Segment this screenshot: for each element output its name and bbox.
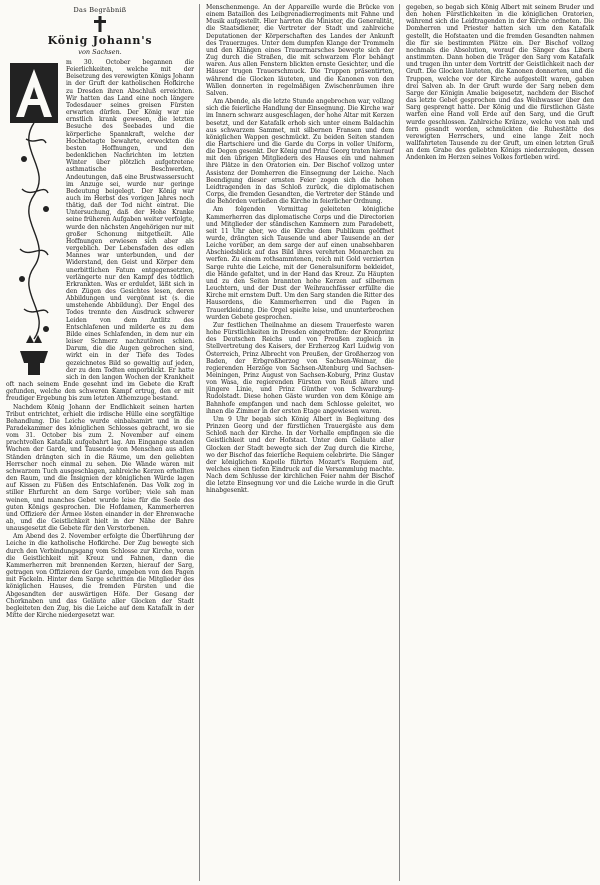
paragraph: Zur festlichen Theilnahme an diesem Trauerfeste waren hohe Fürstlichkeiten in Dresden eingetroffen: der Kronprinz des Deutschen Reichs und von Preußen zugleich in Stellvertretung des Kaisers, der Erzherzog Karl Ludwig von Österreich, Prinz Albrecht von Preußen, der Großherzog von Baden, der Erbgroßherzog von Sachsen-Weimar, die regierenden Herzöge von Sachsen-Altenburg und Sachsen-Meiningen, Prinz August von Sachsen-Koburg, Prinz Gustav von Wasa, die regierenden Fürsten von Reuß ältere und jüngere Linie, und Prinz Günther von Schwarzburg-Rudolstadt. Diese hohen Gäste wurden von dem Könige am Bahnhofe empfangen und nach dem Schlosse geleitet, wo ihnen die Zimmer in der ersten Etage angewiesen waren. (206, 321, 394, 415)
article-heading (6, 6, 194, 56)
article-kicker: Das Begräbniß (73, 6, 127, 14)
article-subtitle: von Sachsen. (78, 48, 122, 56)
column-2 (206, 4, 400, 881)
paragraph: Am folgenden Vormittag geleiteten königliche Kammerherren das diplomatische Corps und die Directorien und Mitglieder der ständischen Kammern zum Paradebett, seit 11 Uhr aber, wo die Kirche dem Publikum geöffnet wurde, drängten sich Tausende und aber Tausende an der Leiche vorüber, an dem sarge der auf einen unabsehbaren Abschiedsblick auf das Bild ihres verehrten Monarchen zu werfen. Zu einem rothsammtenen, reich mit Gold verzierten Sarge ruhte die Leiche, mit der Generalsuniform bekleidet, die Hände gefaltet, und in der Hand das Kreuz. Zu Häupten und zu den Seiten brannten hohe Kerzen auf silbernen Leuchtern, und der Dust der Weihrauchfässer erfüllte die Kirche mit ernstem Duft. Um den Sarg standen die Ritter des Hausordens, die Kammerherren und die Pagen in Trauerkleidung. Die Orgel spielte leise, und ununterbrochen wurden Gebete gesprochen. (206, 206, 394, 321)
paragraph: Am Abende, als die letzte Stunde angebrochen war, vollzog sich die feierliche Handlung der Einsegnung. Die Kirche war im Innern schwarz ausgeschlagen, der hohe Altar mit Kerzen besetzt, und der Katafalk erhob sich unter einem Baldachin aus schwarzem Sammet, mit silbernen Fransen und dem königlichen Wappen geschmückt. Zu beiden Seiten standen die Hartschiere und die Garde du Corps in voller Uniform, die Degen gesenkt. Der König und Prinz Georg traten hierauf mit den übrigen Mitgliedern des Hauses ein und nahmen ihre Plätze in den Oratorien ein. Der Bischof vollzog unter Assistenz der Domherren die Einsegnung der Leiche. Nach Beendigung dieser ernsten Feier zogen sich die hohen Leidtragenden in das Schloß zurück, die diplomatischen Corps, die fremden Gesandten, die Vertreter der Stände und die Behörden verließen die Kirche in feierlicher Ordnung. (206, 98, 394, 206)
paragraph: Nachdem König Johann der Endlichkeit seinen harten Tribut entrichtet, erhielt die irdische Hülle eine sorgfältige Behandlung. Die Leiche wurde einbalsamirt und in die Paradekammer des königlichen Schlosses gebracht, wo sie vom 31. October bis zum 2. November auf einem prachtvollen Katafalk aufgebahrt lag. Am Eingange standen Wachen der Garde, und Tausende von Menschen aus allen Ständen drängten sich in die Räume, um den geliebten Herrscher noch einmal zu sehen. Die Wände waren mit schwarzem Tuch ausgeschlagen, zahlreiche Kerzen erhellten den Raum, und die Insignien der königlichen Würde lagen auf Kissen zu Füßen des Entschlafenen. Das Volk zog in stiller Ehrfurcht an dem Sarge vorüber; viele sah man weinen, und manches Gebet wurde leise für die Seele des guten Königs gesprochen. Die Hofdamen, Kammerherren und Offiziere der Armee lösten einander in der Ehrenwache ab, und die Geistlichkeit hielt in der Nähe der Bahre unausgesetzt die Gebete für den Verstorbenen. (6, 403, 194, 533)
article-title: König Johann's (47, 34, 153, 47)
decorative-initial-a-icon (6, 59, 62, 379)
paragraph: Am Abend des 2. November erfolgte die Überführung der Leiche in die katholische Hofkirche. Der Zug bewegte sich durch den Verbindungsgang vom Schlosse zur Kirche, voran die Geistlichkeit mit Kreuz und Fahnen, dann die Kammerherren mit brennenden Kerzen, hierauf der Sarg, getragen von Offizieren der Garde, umgeben von den Pagen mit Fackeln. Hinter dem Sarge schritten die Mitglieder des königlichen Hauses, die fremden Fürsten und die Abgesandten der auswärtigen Höfe. Der Gesang der Chorknaben und das Geläute aller Glocken der Stadt begleiteten den Zug, bis die Leiche auf dem Katafalk in der Mitte der Kirche niedergesetzt war. (6, 533, 194, 620)
cross-ornament-icon (93, 16, 107, 32)
paragraph: Um 9 Uhr begab sich König Albert in Begleitung des Prinzen Georg und der fürstlichen Trauergäste aus dem Schloß nach der Kirche. In der Vorhalle empfingen sie die Geistlichkeit und der Hofstaat. Unter dem Geläute aller Glocken der Stadt bewegte sich der Zug durch die Kirche, wo der Bischof das feierliche Requiem celebrirte. Die Sänger der königlichen Kapelle führten Mozart's Requiem auf, welches einen tiefen Eindruck auf die Versammlung machte. Nach dem Schlusse der kirchlichen Feier nahm der Bischof die letzte Einsegnung vor und die Leiche wurde in die Gruft hinabgesenkt. (206, 415, 394, 495)
columns (6, 4, 594, 881)
column-1 (6, 4, 200, 881)
paragraph: Menschenmenge. An der Appareille wurde die Brücke von einem Bataillon des Leibgrenadierregiments mit Fahne und Musik aufgestellt. Hier harrten die Minister, die Generalität, die Staatsdiener, die Vertreter der Stadt und zahlreiche Deputationen der Körperschaften des Landes der Ankunft des Trauerzuges. Unter dem dumpfen Klange der Trommeln und den Klängen eines Trauermarsches bewegte sich der Zug durch die Straßen, die mit schwarzem Flor behängt waren. Aus allen Fenstern blickten ernste Gesichter, und die Häuser trugen Trauerschmuck. Die Truppen präsentirten, während die Glocken läuteten, und die Kanonen von den Wällen donnerten in regelmäßigen Zwischenräumen ihre Salven. (206, 4, 394, 97)
paragraph: gegeben, so begab sich König Albert mit seinem Bruder und den hohen Fürstlichkeiten in die königlichen Oratorien, während sich die Leidtragenden in der Kirche ordneten. Die Domherren und Priester hatten sich um den Katafalk gestellt, die Hofstaaten und die fremden Gesandten nahmen die für sie bestimmten Plätze ein. Der Bischof vollzog nochmals die Absolution, worauf die Sänger das Libera anstimmten. Dann hoben die Träger den Sarg vom Katafalk und trugen ihn unter dem Vortritt der Geistlichkeit nach der Gruft. Die Glocken läuteten, die Kanonen donnerten, und die Truppen, welche vor der Kirche aufgestellt waren, gaben drei Salven ab. In der Gruft wurde der Sarg neben dem Sarge der Königin Amalie beigesetzt, nachdem der Bischof das letzte Gebet gesprochen und das Weihwasser über den Sarg gesprengt hatte. Der König und die fürstlichen Gäste warfen eine Hand voll Erde auf den Sarg, und die Gruft wurde geschlossen. Zahlreiche Kränze, welche von nah und fern gesandt worden, schmückten die Ruhestätte des verewigten Herrschers, und eine lange Zeit noch wallfahrteten Tausende zu der Gruft, um einen letzten Gruß an dem Grabe des geliebten Königs niederzulegen, dessen Andenken im Herzen seines Volkes fortleben wird. (406, 4, 594, 162)
column-3 (406, 4, 594, 881)
paragraph: m 30. October begannen die Feierlichkeiten, welche mit der Beisetzung des verewigten Königs Johann in der Gruft der katholischen Hofkirche zu Dresden ihren Abschluß erreichten. Wir hatten das Land eine noch längere Todesdauer seines greisen Fürsten erwarten dürfen. Der König war nie ernstlich krank gewesen, die letzten Besuche des Seebades und die körperliche Spannkraft, welche der Hochbetagte bewahrte, erweckten die besten Hoffnungen, und den bedenklichen Nachrichten im letzten Winter über plötzlich aufgetretene asthmatische Beschwerden, Andeutungen, daß eine Brustwassersucht im Anzuge sei, wurde nur geringe Bedeutung beigelegt. Der König war auch im Herbst des vorigen Jahres noch thätig, daß der Tod nicht eintrat. Die Untersuchung, daß der Hohe Kranke seine früheren Aufgaben weiter verfolgte, wurde den nächsten Angehörigen nur mit großer Schonung mitgetheilt. Alle Hoffnungen erwiesen sich aber als vergeblich. Der Lebensfaden des edlen Mannes war unterbunden, und der Widerstand, den Geist und Körper dem unerbittlichen Fatum entgegensetzten, verlängerte nur den Kampf des tödtlich Erkrankten. Was er erduldet, läßt sich in den Zügen des Gesichtes lesen, deren Abbildungen und vergönnt ist (s. die umstehende Abbildung). Der Engel des Todes trennte den Ausdruck schwerer Leiden von dem Antlitz des Entschlafenen und milderte es zu dem Bilde eines Schlafenden, in dem nur ein leiser Schmerz nachzutönen schien. Darum, die die Augen gebrochen sind, wirkt ein in der Tiefe des Todes gezeichnetes Bild so gewaltig auf jeden, der zu dem Todten emporblickt. Er hatte sich in den langen Wochen der Krankheit oft nach seinem Ende gesehnt und im Gebete die Kraft gefunden, welche den schweren Kampf ertrug, den er mit freudiger Ergebung bis zum letzten Athemzuge bestand. (6, 59, 194, 403)
